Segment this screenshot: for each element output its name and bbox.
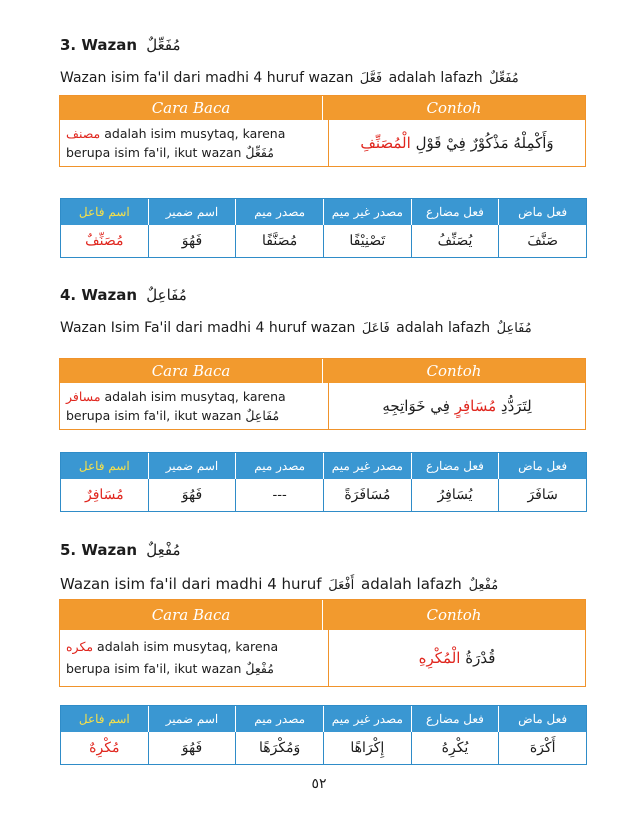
explain-text: berupa isim fa'il, ikut wazan xyxy=(66,408,242,423)
explain-text: berupa isim fa'il, ikut wazan xyxy=(66,661,242,676)
section-3-heading xyxy=(60,36,180,54)
desc-text: adalah lafazh xyxy=(396,320,491,336)
contoh-header: Contoh xyxy=(322,96,585,120)
example-text: لِتَرَدُّدِ xyxy=(500,397,532,415)
section-5-description xyxy=(60,575,500,593)
desc-arabic: أَفْعَلَ xyxy=(328,578,355,593)
desc-text: Wazan isim fa'il dari madhi 4 huruf xyxy=(60,575,322,593)
explain-text: berupa isim fa'il, ikut wazan xyxy=(66,145,242,160)
value-cell: يُسَافِرُ xyxy=(412,479,500,511)
section-heading-arabic: مُفَعِّلٌ xyxy=(146,36,181,54)
explain-text: adalah isim musytaq, karena xyxy=(104,126,286,141)
section-4-heading xyxy=(60,286,187,304)
desc-arabic: مُفَعِّلٌ xyxy=(489,71,519,86)
value-cell: فَهُوَ xyxy=(149,479,237,511)
header-cell: فعل ماض xyxy=(518,712,568,726)
header-cell: مصدر ميم xyxy=(236,199,324,225)
desc-arabic: فَاعَلَ xyxy=(361,321,390,336)
cara-baca-cell xyxy=(60,383,328,429)
value-cell: مُكْرِهٌ xyxy=(61,732,149,764)
value-cell: مُصَنِّفٌ xyxy=(61,225,149,257)
example-text: قُدْرَةُ xyxy=(465,649,496,667)
header-cell: فعل ماض xyxy=(518,459,568,473)
highlighted-word: مصنف xyxy=(66,126,101,141)
value-cell: سَافَرَ xyxy=(527,487,558,503)
table-row xyxy=(61,479,586,511)
example-text: فِي خَوَاتِجِهِ xyxy=(382,397,450,415)
value-cell: مُسَافَرَةً xyxy=(324,479,412,511)
explain-arabic: مُفْعِلٌ xyxy=(245,661,274,676)
section-5-conjugation-table xyxy=(60,705,587,765)
example-highlight: الْمُصَنِّفِ xyxy=(360,134,411,152)
header-cell: فعل مضارع xyxy=(412,199,500,225)
cara-baca-header: Cara Baca xyxy=(151,362,231,380)
desc-text: Wazan isim fa'il dari madhi 4 huruf wazan xyxy=(60,70,354,86)
page-number: ٥٢ xyxy=(311,776,327,792)
header-cell: فعل مضارع xyxy=(412,453,500,479)
header-cell: اسم فاعل xyxy=(61,706,149,732)
explain-arabic: مُفَعِّلٌ xyxy=(245,145,274,160)
contoh-cell xyxy=(328,630,585,686)
header-cell: اسم فاعل xyxy=(61,453,149,479)
desc-arabic: مُفْعِلٌ xyxy=(468,578,499,593)
table-header-row xyxy=(61,453,586,479)
value-cell: فَهُوَ xyxy=(149,732,237,764)
header-cell: فعل ماض xyxy=(518,205,568,219)
header-cell: فعل مضارع xyxy=(412,706,500,732)
desc-text: Wazan Isim Fa'il dari madhi 4 huruf wazan xyxy=(60,320,356,336)
explain-arabic: مُفَاعِلٌ xyxy=(245,408,280,423)
header-cell: اسم فاعل xyxy=(61,199,149,225)
header-cell: مصدر غير ميم xyxy=(324,453,412,479)
section-4-reading-box xyxy=(59,358,586,430)
example-text: وَأَكْمِلْهُ مَذْكُوْرٌ فِيْ قَوْلِ xyxy=(415,134,554,152)
section-heading-arabic: مُفَاعِلٌ xyxy=(146,286,187,304)
contoh-cell xyxy=(328,120,585,166)
desc-arabic: فَعَّلَ xyxy=(359,71,383,86)
header-cell: مصدر ميم xyxy=(236,453,324,479)
contoh-header: Contoh xyxy=(322,600,585,630)
section-3-reading-box xyxy=(59,95,586,167)
section-heading-arabic: مُفْعِلٌ xyxy=(146,541,181,559)
cara-baca-header: Cara Baca xyxy=(151,606,231,624)
section-5-reading-box xyxy=(59,599,586,687)
header-cell: اسم ضمير xyxy=(149,199,237,225)
table-header-row xyxy=(61,199,586,225)
value-cell: يُكْرِهُ xyxy=(412,732,500,764)
value-cell: فَهُوَ xyxy=(149,225,237,257)
header-cell: اسم ضمير xyxy=(149,453,237,479)
value-cell: يُصَنِّفُ xyxy=(412,225,500,257)
desc-text: adalah lafazh xyxy=(388,70,483,86)
section-heading-label: 3. Wazan xyxy=(60,36,138,54)
explain-text: adalah isim musytaq, karena xyxy=(97,639,279,654)
table-header-row xyxy=(61,706,586,732)
section-heading-label: 4. Wazan xyxy=(60,286,138,304)
cara-baca-header: Cara Baca xyxy=(151,99,231,117)
value-cell: مُصَنَّفًا xyxy=(236,225,324,257)
value-cell: تَصْنِيْفًا xyxy=(324,225,412,257)
section-3-description xyxy=(60,70,521,86)
value-cell: مُسَافِرٌ xyxy=(61,479,149,511)
desc-arabic: مُفَاعِلٌ xyxy=(496,321,532,336)
value-cell: إِكْرَاهًا xyxy=(324,732,412,764)
highlighted-word: مكره xyxy=(66,639,94,654)
section-4-conjugation-table xyxy=(60,452,587,512)
example-highlight: الْمُكْرِهِ xyxy=(418,649,461,667)
value-cell: أَكْرَهَ xyxy=(529,740,556,756)
value-cell: صَنَّفَ xyxy=(527,233,558,249)
contoh-header: Contoh xyxy=(322,359,585,383)
explain-text: adalah isim musytaq, karena xyxy=(104,389,286,404)
section-5-heading xyxy=(60,541,180,559)
header-cell: مصدر ميم xyxy=(236,706,324,732)
table-row xyxy=(61,225,586,257)
value-cell: وَمُكْرَهًا xyxy=(236,732,324,764)
cara-baca-cell xyxy=(60,630,328,686)
table-row xyxy=(61,732,586,764)
contoh-cell xyxy=(328,383,585,429)
header-cell: مصدر غير ميم xyxy=(324,199,412,225)
desc-text: adalah lafazh xyxy=(361,575,462,593)
value-cell: --- xyxy=(236,479,324,511)
example-highlight: مُسَافِرٍ xyxy=(454,397,497,415)
header-cell: مصدر غير ميم xyxy=(324,706,412,732)
section-4-description xyxy=(60,320,534,336)
section-heading-label: 5. Wazan xyxy=(60,541,138,559)
highlighted-word: مسافر xyxy=(66,389,101,404)
cara-baca-cell xyxy=(60,120,328,166)
section-3-conjugation-table xyxy=(60,198,587,258)
header-cell: اسم ضمير xyxy=(149,706,237,732)
